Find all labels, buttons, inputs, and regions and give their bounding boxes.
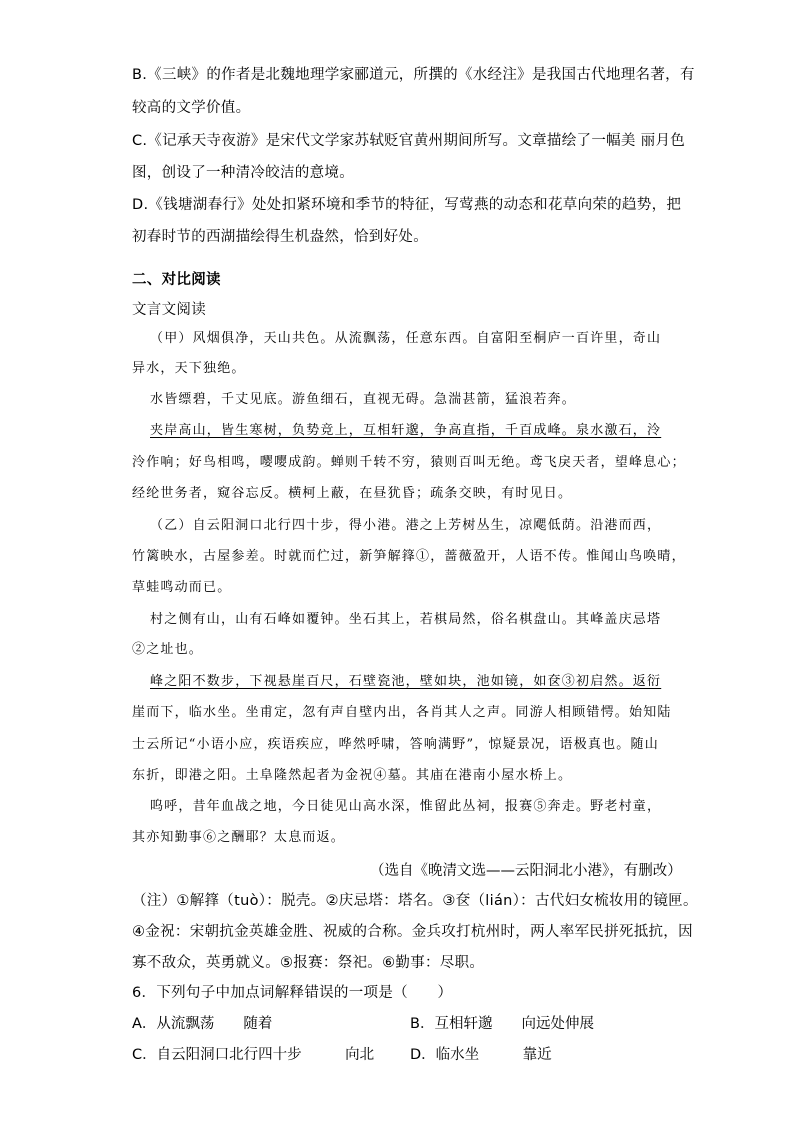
yi-p1-line2: 竹篱映水，古屋参差。时就而伫过，新笋解箨①，蔷薇盈开，人语不传。惟闻山鸟唤晴， (132, 549, 686, 564)
yi-p3-line3: 士云所记“小语小应，疾语疾应，哗然呼啸，答响满野”，惊疑景况，语极真也。随山 (132, 737, 659, 752)
jia-p3-line1: 夹岸高山，皆生寒树，负势竞上，互相轩邈，争高直指，千百成峰。泉水激石，泠 (150, 423, 662, 438)
option-c-line2: 图，创设了一种清冷皎洁的意境。 (132, 165, 354, 181)
option-c-line1: C.《记承天寺夜游》是宋代文学家苏轼贬官黄州期间所写。文章描绘了一幅美 丽月色 (132, 133, 686, 149)
question-6-option-c: C．自云阳洞口北行四十步 向北 (132, 1047, 375, 1063)
section-subheading: 文言文阅读 (132, 302, 206, 318)
jia-p3-line2: 泠作响；好鸟相鸣，嘤嘤成韵。蝉则千转不穷，猿则百叫无绝。鸢飞戾天者，望峰息心； (132, 455, 686, 470)
yi-p2-line1: 村之侧有山，山有石峰如覆钟。坐石其上，若棋局然，俗名棋盘山。其峰盖庆忌塔 (150, 612, 662, 627)
notes-line2: ④金祝：宋朝抗金英雄金胜、祝威的合称。金兵攻打杭州时，两人率军民拼死抵抗，因 (132, 924, 693, 940)
source-citation: （选自《晚清文选——云阳洞北小港》，有删改） (370, 863, 682, 879)
option-d-line2: 初春时节的西湖描绘得生机盎然，恰到好处。 (132, 229, 428, 245)
yi-p1-line3: 草蛙鸣动而已。 (132, 580, 232, 595)
question-6-option-b: B．互相轩邈 向远处伸展 (410, 1016, 594, 1032)
yi-p1-line1: （乙）自云阳洞口北行四十步，得小港。港之上芳树丛生，凉飔低荫。沿港而西， (150, 518, 662, 533)
section-heading: 二、对比阅读 (132, 272, 221, 288)
jia-p1-line1: （甲）风烟俱净，天山共色。从流飘荡，任意东西。自富阳至桐庐一百许里，奇山 (150, 331, 662, 346)
question-6-option-a: A．从流飘荡 随着 (132, 1016, 273, 1032)
notes-line3: 寡不敌众，英勇就义。⑤报赛：祭祀。⑥勤事：尽职。 (132, 955, 485, 971)
question-6-stem: 6．下列句子中加点词解释错误的一项是（ ） (132, 985, 453, 1001)
yi-p3-line4: 东折，即港之阳。土阜隆然起者为金祝④墓。其庙在港南小屋水桥上。 (132, 768, 573, 783)
yi-p3-line1: 峰之阳不数步，下视悬崖百尺，石壁瓷池，壁如块，池如镜，如奁③初启然。返衍 (150, 674, 662, 689)
jia-p1-line2: 异水，天下独绝。 (132, 361, 246, 376)
yi-p4-line1: 呜呼，昔年血战之地，今日徒见山高水深，惟留此丛祠，报赛⑤奔走。野老村童， (150, 799, 662, 814)
jia-p3-line3: 经纶世务者，窥谷忘反。横柯上蔽，在昼犹昏；疏条交映，有时见日。 (132, 486, 573, 501)
option-d-line1: D.《钱塘湖春行》处处扣紧环境和季节的特征，写莺燕的动态和花草向荣的趋势，把 (132, 197, 682, 213)
jia-p2-line1: 水皆缥碧，千丈见底。游鱼细石，直视无碍。急湍甚箭，猛浪若奔。 (150, 392, 577, 407)
question-6-option-d: D．临水坐 靠近 (410, 1047, 552, 1063)
option-b-line2: 较高的文学价值。 (132, 100, 251, 116)
yi-p2-line2: ②之址也。 (132, 642, 204, 657)
option-b-line1: B.《三峡》的作者是北魏地理学家郦道元，所撰的《水经注》是我国古代地理名著，有 (132, 67, 695, 83)
yi-p4-line2: 其亦知勤事⑥之酬耶？太息而返。 (132, 830, 346, 845)
notes-line1: （注）①解箨（tuò）：脱壳。②庆忌塔：塔名。③奁（lián）：古代妇女梳妆用的镜匣。 (132, 893, 698, 909)
yi-p3-line2: 崖而下，临水坐。坐甫定，忽有声自壁内出，各肖其人之声。同游人相顾错愕。始知陆 (132, 705, 672, 720)
